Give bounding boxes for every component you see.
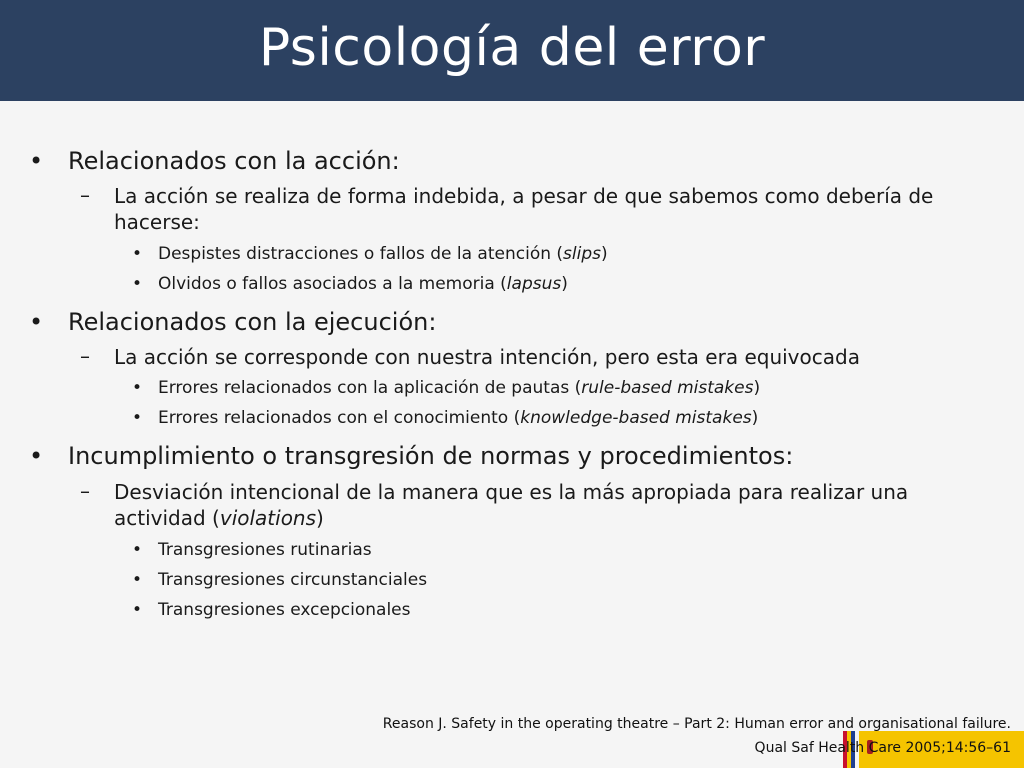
item-marker: • — [132, 540, 143, 560]
dash-marker: – — [80, 479, 90, 503]
sub-bullet-text-continued: actividad (violations) — [114, 506, 324, 530]
item-text: Transgresiones rutinarias — [158, 540, 372, 560]
item-marker: • — [132, 600, 143, 620]
bullet-marker: • — [29, 442, 44, 470]
bullet-marker: • — [29, 308, 44, 336]
bullet-text: Incumplimiento o transgresión de normas y procedimientos: — [68, 442, 794, 470]
item-marker: • — [132, 570, 143, 590]
item-term: rule-based mistakes — [581, 378, 754, 398]
item-marker: • — [132, 408, 143, 428]
slide-title: Psicología del error — [258, 18, 766, 78]
sub-bullet-text: La acción se corresponde con nuestra intención, pero esta era equivocada — [114, 345, 860, 369]
item-marker: • — [132, 274, 143, 294]
reference-line-2: Qual Saf Health Care 2005;14:56–61 — [754, 740, 1011, 756]
dash-marker: – — [80, 183, 90, 207]
item-text: Olvidos o fallos asociados a la memoria (lapsus) — [158, 274, 568, 294]
bullet-text: Relacionados con la ejecución: — [68, 308, 437, 336]
sub-bullet-text: La acción se realiza de forma indebida, a pesar de que sabemos como debería de — [114, 184, 934, 208]
item-text: Errores relacionados con el conocimiento (knowledge-based mistakes) — [158, 408, 759, 428]
bullet-marker: • — [29, 147, 44, 175]
item-term: slips — [563, 244, 601, 264]
item-text: Transgresiones circunstanciales — [158, 570, 428, 590]
item-text: Errores relacionados con la aplicación de pautas (rule-based mistakes) — [158, 378, 761, 398]
item-term: lapsus — [506, 274, 562, 294]
dash-marker: – — [80, 344, 90, 368]
bullet-text: Relacionados con la acción: — [68, 147, 400, 175]
sub-bullet-text-continued: hacerse: — [114, 210, 200, 234]
item-marker: • — [132, 244, 143, 264]
item-term: violations — [219, 506, 317, 530]
reference-line-1: Reason J. Safety in the operating theatre – Part 2: Human error and organisational failure. — [382, 716, 1011, 732]
sub-bullet-text: Desviación intencional de la manera que es la más apropiada para realizar una — [114, 480, 909, 504]
item-text: Despistes distracciones o fallos de la atención (slips) — [158, 244, 608, 264]
item-marker: • — [132, 378, 143, 398]
item-text: Transgresiones excepcionales — [158, 600, 411, 620]
item-term: knowledge-based mistakes — [520, 408, 752, 428]
